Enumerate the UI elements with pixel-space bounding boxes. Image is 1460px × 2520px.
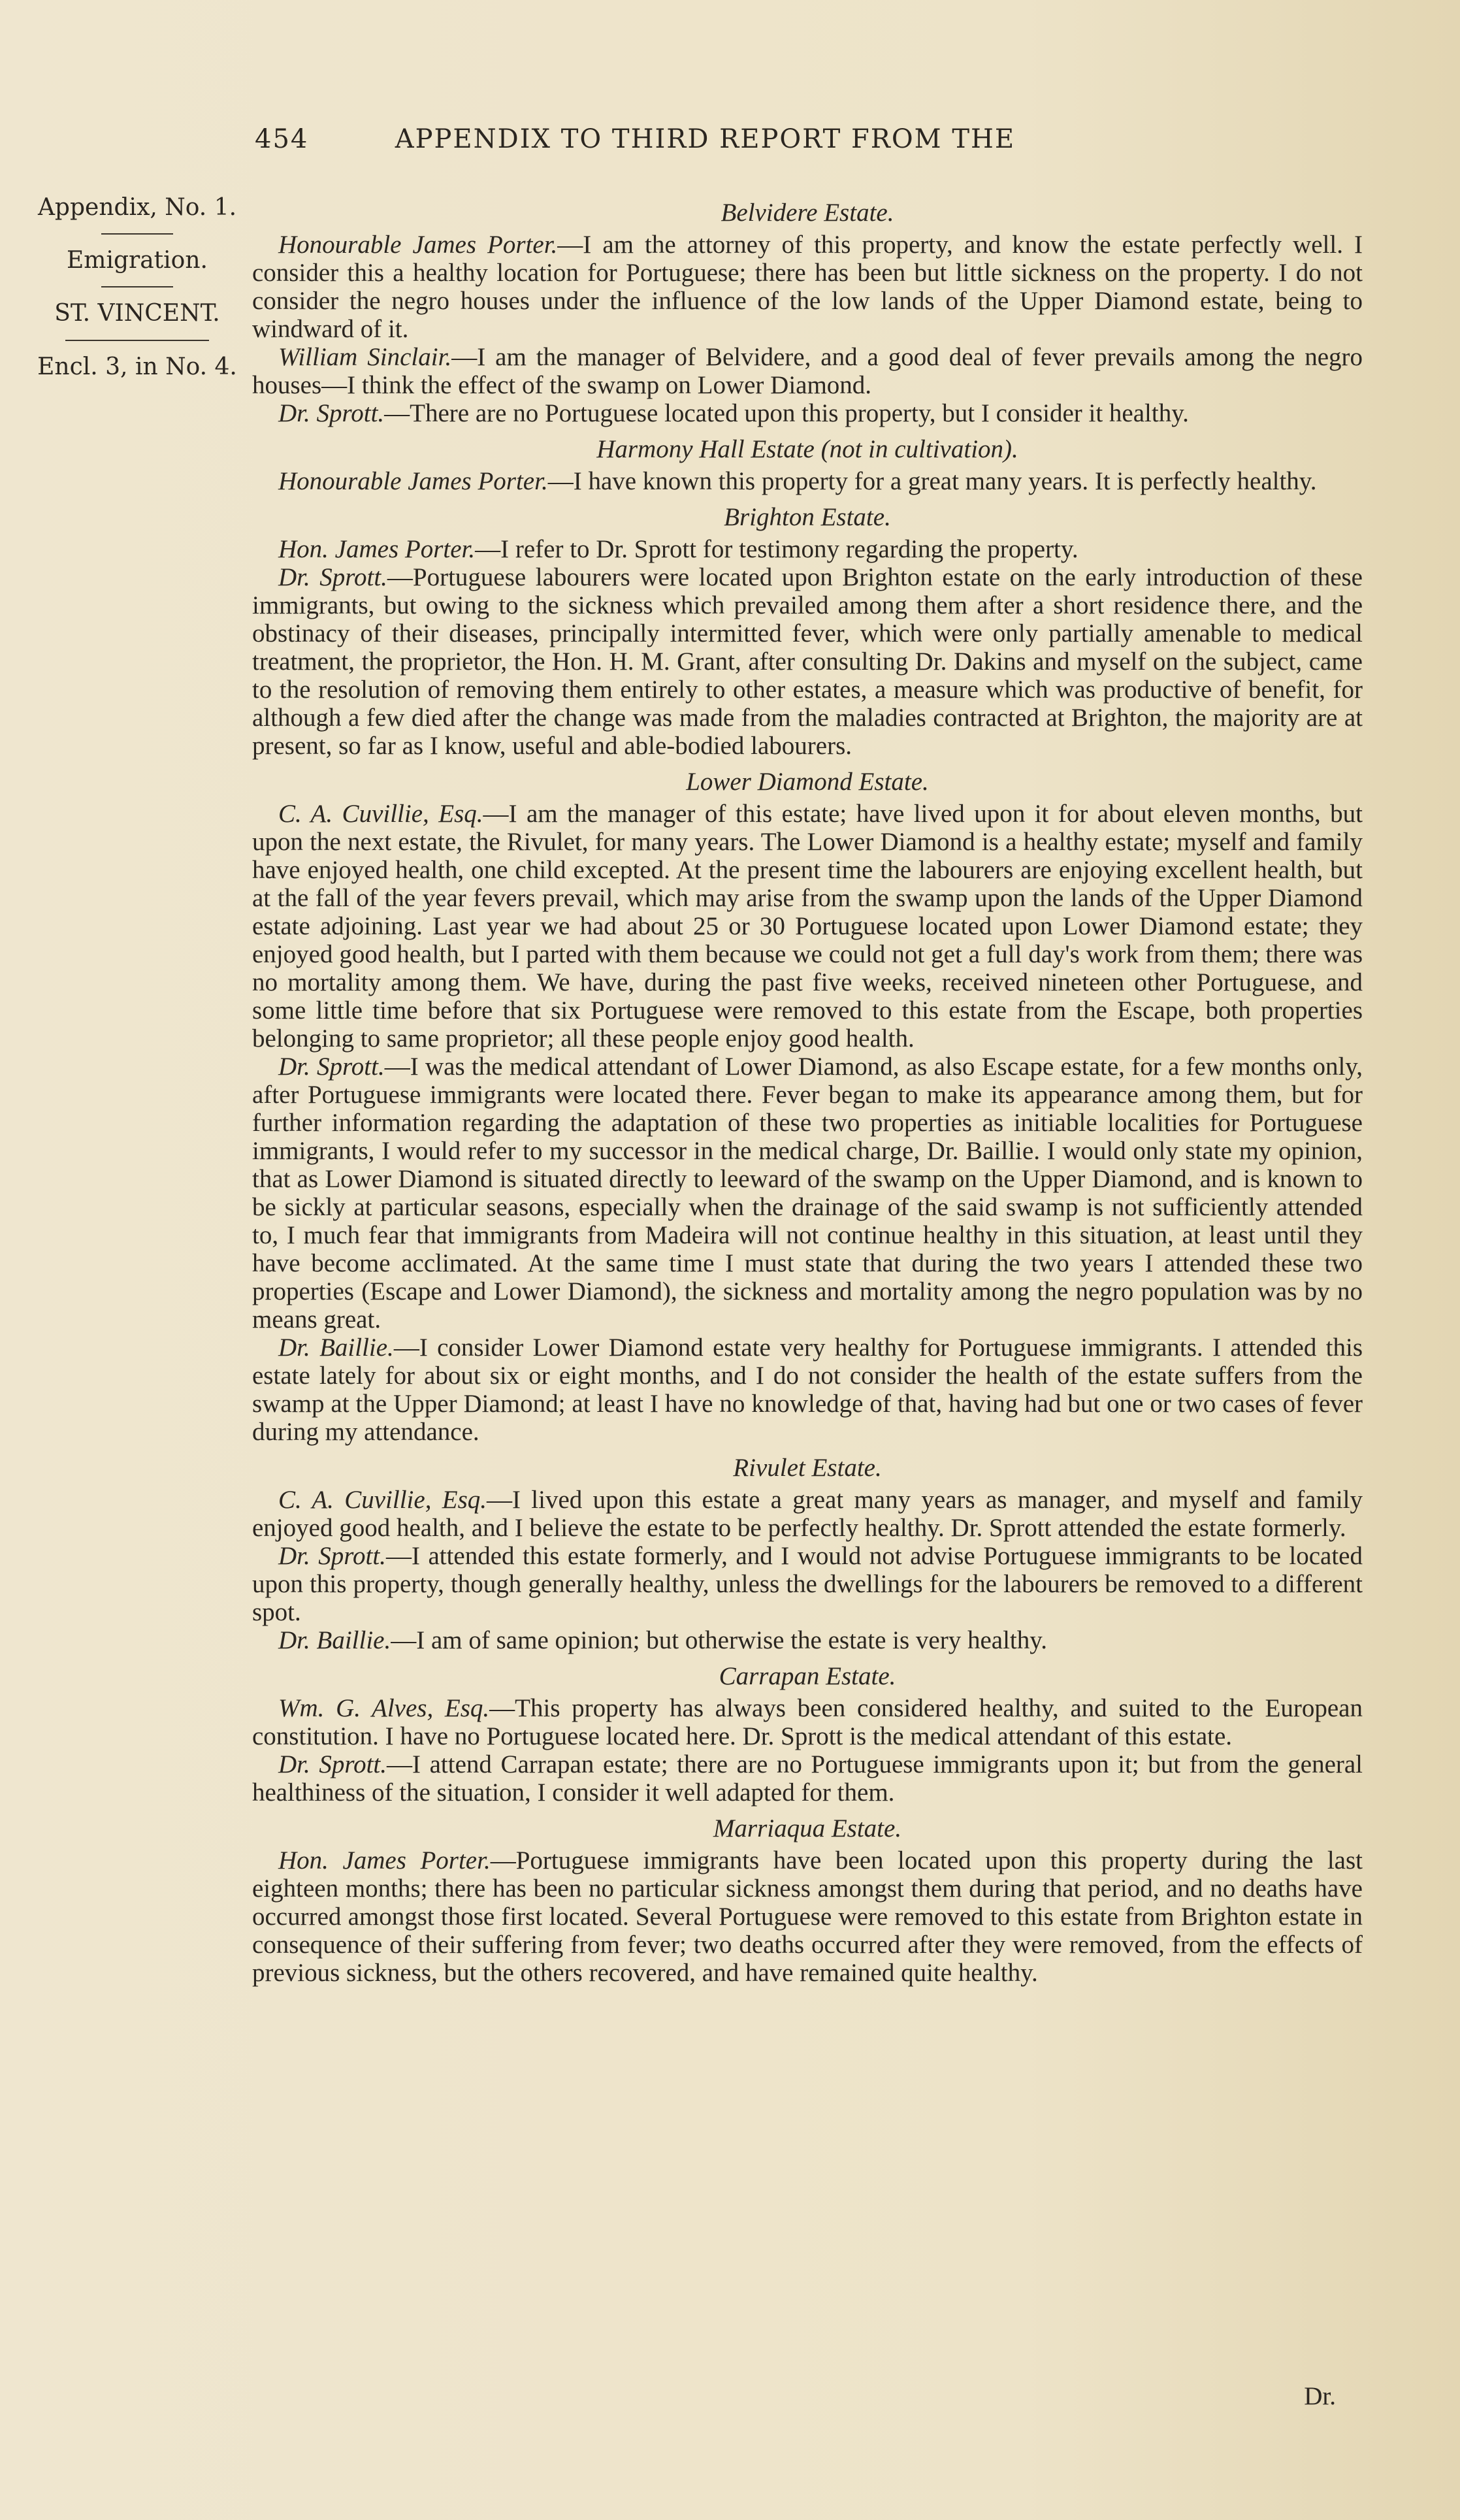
testimony-paragraph xyxy=(252,1334,1363,1446)
testimony-paragraph xyxy=(252,1053,1363,1334)
catchword: Dr. xyxy=(1304,2382,1336,2410)
page-number: 454 xyxy=(255,124,309,154)
margin-appendix: Appendix, No. 1. xyxy=(37,194,237,221)
section-heading: Marriaqua Estate. xyxy=(713,1814,902,1842)
margin-enclosure: Encl. 3, in No. 4. xyxy=(37,353,237,380)
speaker-name: Honourable James Porter. xyxy=(278,467,548,495)
testimony-paragraph xyxy=(252,1750,1363,1807)
running-title: APPENDIX TO THIRD REPORT FROM THE xyxy=(395,124,1016,154)
margin-subject: Emigration. xyxy=(67,247,208,274)
speaker-name: Dr. Baillie. xyxy=(278,1626,391,1654)
testimony-paragraph xyxy=(252,1626,1363,1654)
speaker-name: Dr. Sprott. xyxy=(278,1053,385,1081)
section-heading: Lower Diamond Estate. xyxy=(686,768,929,796)
testimony-paragraph xyxy=(252,399,1363,427)
testimony-paragraph xyxy=(252,231,1363,343)
testimony-paragraph xyxy=(252,563,1363,760)
testimony-text: —Portuguese labourers were located upon Brighton estate on the early introduction of these immigrants, but owing to the sickness which prevailed among them after a short residence there, and the obstinacy of their diseases, principally intermitted fever, which were only partially amenable to medical treatment, the proprietor, the Hon. H. M. Grant, after consulting Dr. Dakins and myself on the subject, came to the resolution of removing them entirely to other estates, a measure which was productive of benefit, for although a few died after the change was made from the maladies contracted at Brighton, the majority are at present, so far as I know, useful and able-bodied labourers. xyxy=(252,563,1363,760)
testimony-paragraph xyxy=(252,535,1363,563)
section-heading: Harmony Hall Estate (not in cultivation). xyxy=(596,435,1018,463)
testimony-text: —This property has always been considered healthy, and suited to the European constitution. I have no Portuguese located here. Dr. Sprott is the medical attendant of this estate. xyxy=(252,1694,1363,1750)
margin-rule xyxy=(65,340,209,341)
testimony-paragraph xyxy=(252,1694,1363,1750)
speaker-name: Wm. G. Alves, Esq. xyxy=(278,1694,490,1722)
testimony-text: —I am the manager of Belvidere, and a good deal of fever prevails among the negro houses—I think the effect of the swamp on Lower Diamond. xyxy=(252,343,1363,399)
testimony-text: —Portuguese immigrants have been located upon this property during the last eighteen months; there has been no particular sickness amongst them during that period, and no deaths have occurred amongst those first located. Several Portuguese were removed to this estate from Brighton estate in consequence of their suffering from fever; two deaths occurred after they were removed, from the effects of previous sickness, but the others recovered, and have remained quite healthy. xyxy=(252,1846,1363,1987)
speaker-name: C. A. Cuvillie, Esq. xyxy=(278,800,483,828)
speaker-name: C. A. Cuvillie, Esq. xyxy=(278,1486,487,1514)
testimony-paragraph xyxy=(252,1846,1363,1987)
margin-notes xyxy=(26,193,248,393)
testimony-text: —I refer to Dr. Sprott for testimony regarding the property. xyxy=(475,535,1079,563)
testimony-text: —There are no Portuguese located upon this property, but I consider it healthy. xyxy=(384,399,1189,427)
speaker-name: Dr. Baillie. xyxy=(278,1334,394,1362)
margin-rule xyxy=(101,286,173,287)
testimony-text: —I consider Lower Diamond estate very healthy for Portuguese immigrants. I attended this estate lately for about six or eight months, and I do not consider the health of the estate suffers from the swamp at the Upper Diamond; at least I have no knowledge of that, having had but one or two cases of fever during my attendance. xyxy=(252,1334,1363,1446)
speaker-name: Dr. Sprott. xyxy=(278,399,385,427)
testimony-paragraph xyxy=(252,343,1363,399)
testimony-text: —I attended this estate formerly, and I would not advise Portuguese immigrants to be located upon this property, though generally healthy, unless the dwellings for the labourers be removed to a different spot. xyxy=(252,1542,1363,1626)
testimony-text: —I was the medical attendant of Lower Diamond, as also Escape estate, for a few months only, after Portuguese immigrants were located there. Fever began to make its appearance among them, but for further information regarding the adaptation of these two properties as initiable localities for Portuguese immigrants, I would refer to my successor in the medical charge, Dr. Baillie. I would only state my opinion, that as Lower Diamond is situated directly to leeward of the swamp on the Upper Diamond, and is known to be sickly at particular seasons, especially when the drainage of the said swamp is not sufficiently attended to, I much fear that immigrants from Madeira will not continue healthy in this situation, at least until they have become acclimated. At the same time I must state that during the two years I attended these two properties (Escape and Lower Diamond), the sickness and mortality among the negro population was by no means great. xyxy=(252,1053,1363,1334)
testimony-text: —I am the manager of this estate; have lived upon it for about eleven months, but upon the next estate, the Rivulet, for many years. The Lower Diamond is a healthy estate; myself and family have enjoyed health, one child excepted. At the present time the labourers are enjoying excellent health, but at the fall of the year fevers prevail, which may arise from the swamp upon the lands of the Upper Diamond estate adjoining. Last year we had about 25 or 30 Portuguese located upon Lower Diamond estate; they enjoyed good health, but I parted with them because we could not get a full day's work from them; there was no mortality among them. We have, during the past five weeks, received nineteen other Portuguese, and some little time before that six Portuguese were removed to this estate from the Escape, both properties belonging to same proprietor; all these people enjoy good health. xyxy=(252,800,1363,1053)
speaker-name: Dr. Sprott. xyxy=(278,1542,386,1570)
speaker-name: Dr. Sprott. xyxy=(278,1750,387,1778)
testimony-text: —I am of same opinion; but otherwise the estate is very healthy. xyxy=(391,1626,1047,1654)
section-heading: Brighton Estate. xyxy=(724,503,891,531)
testimony-paragraph xyxy=(252,1486,1363,1542)
section-heading: Carrapan Estate. xyxy=(719,1662,896,1690)
speaker-name: William Sinclair. xyxy=(278,343,452,371)
margin-rule xyxy=(101,233,173,235)
testimony-paragraph xyxy=(252,1542,1363,1626)
testimony-paragraph xyxy=(252,800,1363,1053)
speaker-name: Dr. Sprott. xyxy=(278,563,387,591)
testimony-text: —I am the attorney of this property, and know the estate perfectly well. I consider this a healthy location for Portuguese; there has been but little sickness on the property. I do not consider the negro houses under the influence of the low lands of the Upper Diamond estate, being to windward of it. xyxy=(252,231,1363,343)
testimony-text: —I have known this property for a great many years. It is perfectly healthy. xyxy=(547,467,1317,495)
margin-colony: ST. VINCENT. xyxy=(54,300,220,327)
speaker-name: Hon. James Porter. xyxy=(278,1846,491,1874)
section-heading: Rivulet Estate. xyxy=(733,1454,882,1482)
speaker-name: Honourable James Porter. xyxy=(278,231,558,259)
page-header xyxy=(255,124,1378,154)
testimony-text: —I attend Carrapan estate; there are no Portuguese immigrants upon it; but from the general healthiness of the situation, I consider it well adapted for them. xyxy=(252,1750,1363,1807)
section-heading: Belvidere Estate. xyxy=(721,199,894,227)
testimony-paragraph xyxy=(252,467,1363,495)
speaker-name: Hon. James Porter. xyxy=(278,535,476,563)
main-text xyxy=(252,191,1363,1987)
testimony-text: —I lived upon this estate a great many years as manager, and myself and family enjoyed good health, and I believe the estate to be perfectly healthy. Dr. Sprott attended the estate formerly. xyxy=(252,1486,1363,1542)
